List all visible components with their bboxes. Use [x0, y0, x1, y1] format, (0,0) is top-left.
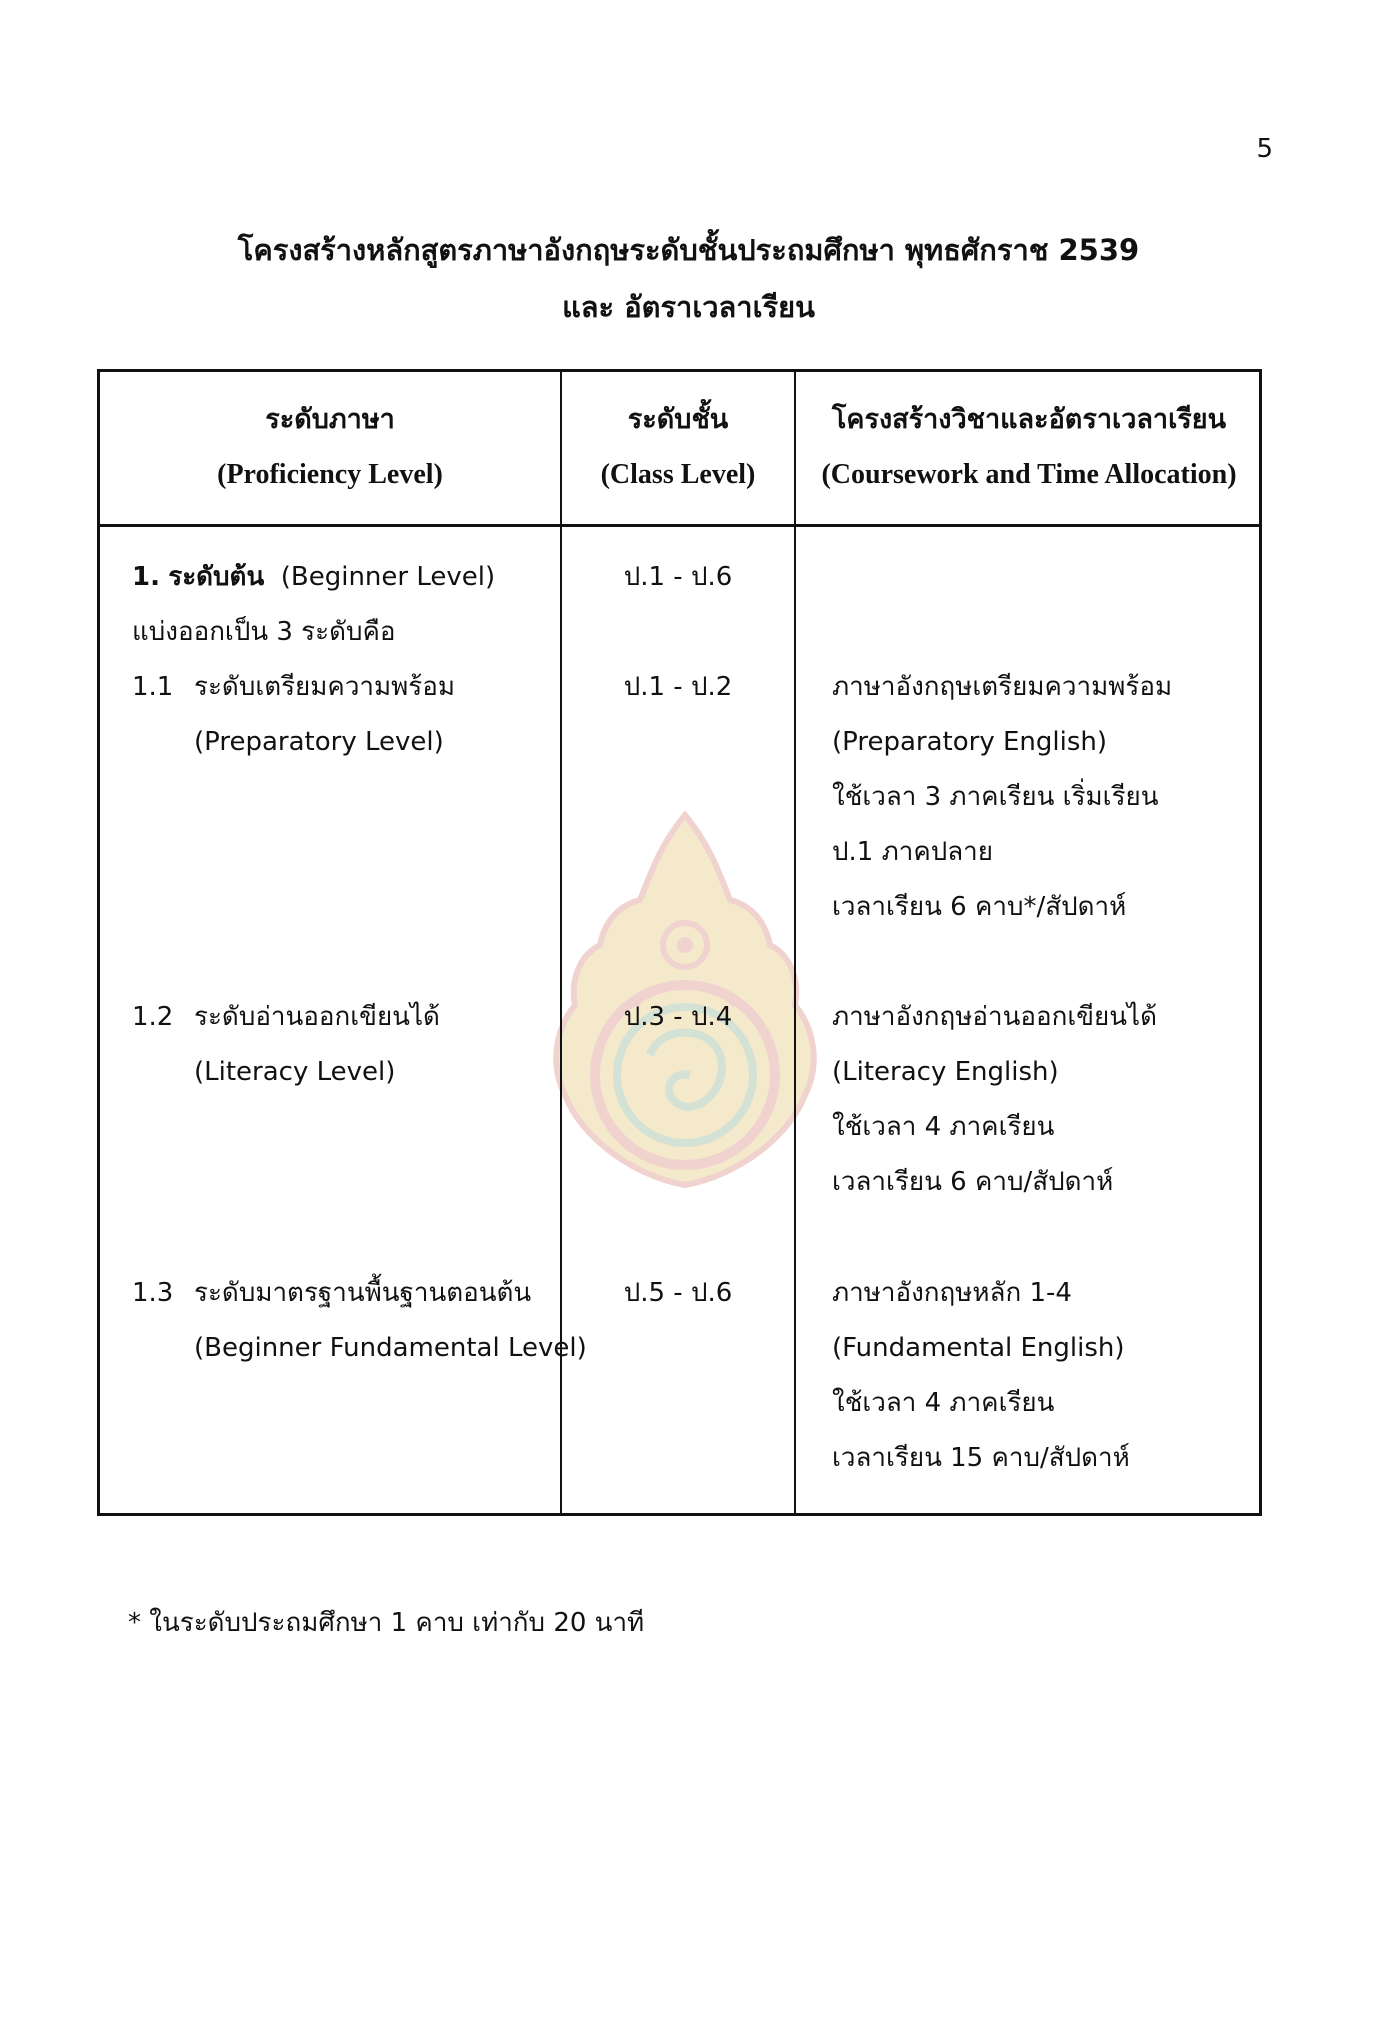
main-level-class: ป.1 - ป.6 [623, 562, 733, 592]
sub-level-1-3-class: ป.5 - ป.6 [623, 1278, 733, 1308]
sub-level-1-2: 1.2 ระดับอ่านออกเขียนได้ (Literacy Level) [132, 1002, 440, 1087]
sub-level-1-3-course: ภาษาอังกฤษหลัก 1-4 (Fundamental English) ใช้เวลา 4 ภาคเรียน เวลาเรียน 15 คาบ/สัปดาห์ [832, 1278, 1130, 1473]
title-line-2: และ อัตราเวลาเรียน [562, 290, 815, 324]
main-level-heading: 1. ระดับต้น (Beginner Level) [132, 562, 496, 592]
document-title [0, 222, 1377, 336]
main-level-cell [132, 550, 495, 660]
main-level-note: แบ่งออกเป็น 3 ระดับคือ [132, 617, 396, 647]
sub-level-1-1: 1.1 ระดับเตรียมความพร้อม (Preparatory Level) [132, 672, 456, 757]
title-line-1: โครงสร้างหลักสูตรภาษาอังกฤษระดับชั้นประถมศึกษา พุทธศักราช 2539 [237, 233, 1140, 267]
header-divider [100, 524, 1259, 527]
sub-level-1-1-class: ป.1 - ป.2 [623, 672, 733, 702]
header-coursework: โครงสร้างวิชาและอัตราเวลาเรียน (Coursework and Time Allocation) [821, 404, 1237, 490]
sub-level-1-2-course: ภาษาอังกฤษอ่านออกเขียนได้ (Literacy English) ใช้เวลา 4 ภาคเรียน เวลาเรียน 6 คาบ/สัปดาห์ [832, 1002, 1157, 1197]
sub-level-1-1-course: ภาษาอังกฤษเตรียมความพร้อม (Preparatory English) ใช้เวลา 3 ภาคเรียน เริ่มเรียน ป.1 ภาคปลาย เวลาเรียน 6 คาบ*/สัปดาห์ [832, 672, 1173, 922]
header-class-level: ระดับชั้น (Class Level) [600, 404, 756, 490]
curriculum-table [97, 369, 1262, 1516]
footnote: * ในระดับประถมศึกษา 1 คาบ เท่ากับ 20 นาที [128, 1608, 645, 1638]
page-number: 5 [1256, 134, 1273, 164]
sub-level-1-2-class: ป.3 - ป.4 [623, 1002, 733, 1032]
sub-level-1-3: 1.3 ระดับมาตรฐานพื้นฐานตอนต้น (Beginner Fundamental Level) [132, 1278, 587, 1363]
header-proficiency-level: ระดับภาษา (Proficiency Level) [217, 404, 443, 490]
column-divider-2 [794, 372, 796, 1513]
